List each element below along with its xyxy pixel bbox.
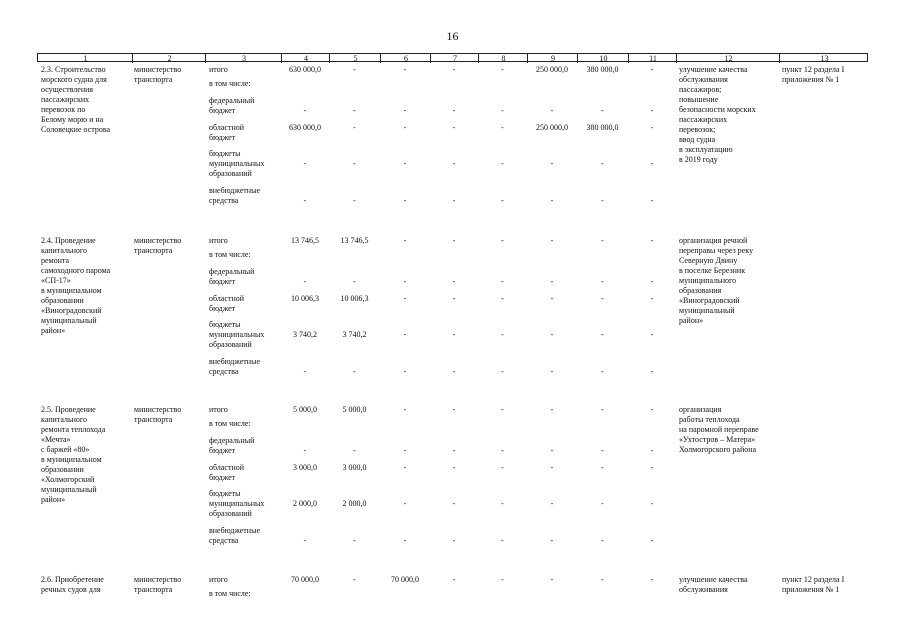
funding-source-label: в том числе:: [209, 419, 251, 428]
header-divider: [577, 54, 578, 63]
executor: министерство транспорта: [134, 236, 182, 255]
funding-source-label: федеральный бюджет: [209, 96, 255, 115]
funding-value: -: [650, 536, 654, 545]
header-cell: 8: [501, 54, 506, 63]
funding-value: -: [303, 367, 307, 376]
funding-value: -: [501, 65, 504, 74]
funding-value: -: [403, 196, 407, 205]
funding-source-label: в том числе:: [209, 250, 251, 259]
funding-value: -: [452, 294, 456, 303]
funding-value: -: [550, 536, 554, 545]
funding-value: -: [601, 536, 604, 545]
header-cell: 1: [83, 54, 88, 63]
page-number: 16: [446, 29, 459, 43]
funding-value: -: [501, 575, 504, 584]
executor: министерство транспорта: [134, 65, 182, 84]
funding-value: -: [650, 236, 654, 245]
expected-result: улучшение качества обслуживания пассажиров; повышение безопасности морских пассажирских перевозок; ввод судна в эксплуатацию в 2019 году: [679, 65, 756, 164]
header-divider: [430, 54, 431, 63]
reference: пункт 12 раздела I приложения № 1: [782, 65, 845, 84]
header-divider: [132, 54, 133, 63]
header-cell: 6: [404, 54, 408, 63]
funding-value: -: [601, 499, 604, 508]
header-cell: 2: [167, 54, 172, 63]
funding-value: -: [601, 575, 604, 584]
funding-value: -: [601, 446, 604, 455]
funding-value: -: [501, 294, 504, 303]
header-cell: 9: [551, 54, 555, 63]
funding-value: -: [650, 463, 654, 472]
header-divider: [676, 54, 677, 63]
funding-value: -: [501, 446, 504, 455]
header-cell: 13: [820, 54, 829, 63]
funding-value: -: [550, 196, 554, 205]
funding-value: -: [353, 446, 356, 455]
measure-name: 2.5. Проведение капитального ремонта теплохода «Мечта» с баржей «80» в муниципальном образовании «Холмогорский муниципальный район»: [41, 405, 106, 504]
funding-value: -: [353, 277, 356, 286]
funding-source-label: в том числе:: [209, 79, 251, 88]
funding-value: -: [452, 236, 456, 245]
funding-value: -: [550, 367, 554, 376]
funding-value: 630 000,0: [289, 65, 321, 74]
funding-value: -: [650, 106, 654, 115]
funding-source-label: итого: [209, 575, 228, 584]
funding-value: -: [403, 277, 407, 286]
expected-result: улучшение качества обслуживания: [679, 575, 748, 594]
funding-value: 5 000,0: [293, 405, 317, 414]
funding-value: 250 000,0: [536, 65, 568, 74]
funding-value: -: [650, 277, 654, 286]
funding-value: -: [501, 463, 504, 472]
program-table: [37, 53, 868, 640]
funding-value: 10 006,3: [291, 294, 319, 303]
funding-value: -: [403, 367, 407, 376]
funding-value: -: [550, 236, 554, 245]
funding-value: -: [601, 463, 604, 472]
funding-value: 3 740,2: [342, 330, 367, 339]
header-cell: 3: [242, 54, 246, 63]
funding-value: -: [601, 196, 604, 205]
funding-value: -: [452, 65, 456, 74]
funding-source-label: внебюджетные средства: [209, 357, 260, 376]
funding-value: -: [650, 330, 654, 339]
funding-value: -: [353, 106, 356, 115]
funding-value: 380 000,0: [586, 123, 619, 132]
funding-value: -: [550, 575, 554, 584]
funding-value: -: [303, 536, 307, 545]
funding-value: -: [353, 65, 356, 74]
expected-result: организация речной переправы через реку Северную Двину в поселке Березник муниципального образования «Виноградовский муниципальный район»: [679, 236, 754, 325]
funding-source-label: бюджеты муниципальных образований: [209, 320, 265, 349]
funding-value: -: [353, 575, 356, 584]
header-divider: [380, 54, 381, 63]
executor: министерство транспорта: [134, 575, 182, 594]
funding-value: -: [403, 463, 407, 472]
funding-value: 3 740,2: [293, 330, 317, 339]
funding-value: -: [550, 106, 554, 115]
funding-value: -: [452, 405, 456, 414]
funding-value: -: [452, 277, 456, 286]
funding-value: -: [452, 367, 456, 376]
header-cell: 5: [353, 54, 358, 63]
funding-value: 13 746,5: [291, 236, 319, 245]
funding-value: -: [403, 159, 407, 168]
funding-source-label: в том числе:: [209, 589, 251, 598]
funding-value: 2 000,0: [293, 499, 317, 508]
funding-value: -: [601, 159, 604, 168]
funding-value: -: [403, 294, 407, 303]
funding-value: -: [501, 499, 504, 508]
funding-source-label: областной бюджет: [209, 463, 245, 482]
funding-value: -: [601, 294, 604, 303]
header-cell: 12: [724, 54, 733, 63]
funding-value: -: [550, 294, 554, 303]
funding-value: -: [403, 123, 407, 132]
funding-value: 250 000,0: [536, 123, 568, 132]
funding-value: -: [550, 446, 554, 455]
funding-source-label: федеральный бюджет: [209, 267, 255, 286]
funding-value: -: [601, 106, 604, 115]
header-divider: [478, 54, 479, 63]
funding-value: -: [452, 463, 456, 472]
funding-source-label: итого: [209, 405, 228, 414]
funding-source-label: итого: [209, 236, 228, 245]
funding-value: -: [650, 123, 654, 132]
funding-value: -: [650, 575, 654, 584]
funding-value: -: [452, 330, 456, 339]
funding-value: -: [403, 106, 407, 115]
funding-value: -: [303, 106, 307, 115]
funding-value: -: [353, 536, 356, 545]
funding-value: -: [601, 236, 604, 245]
funding-source-label: федеральный бюджет: [209, 436, 255, 455]
funding-value: -: [501, 277, 504, 286]
funding-value: -: [501, 536, 504, 545]
funding-value: -: [501, 405, 504, 414]
funding-value: -: [650, 446, 654, 455]
funding-value: -: [550, 499, 554, 508]
funding-value: 5 000,0: [342, 405, 367, 414]
reference: пункт 12 раздела I приложения № 1: [782, 575, 845, 594]
funding-value: -: [452, 123, 456, 132]
funding-value: -: [452, 499, 456, 508]
header-divider: [281, 54, 282, 63]
funding-value: 10 006,3: [340, 294, 369, 303]
table-header-row: [37, 53, 868, 62]
header-cell: 11: [649, 54, 657, 63]
funding-value: -: [353, 367, 356, 376]
funding-value: -: [650, 405, 654, 414]
funding-value: -: [403, 446, 407, 455]
funding-value: -: [601, 367, 604, 376]
funding-value: -: [452, 575, 456, 584]
funding-value: -: [650, 499, 654, 508]
measure-name: 2.3. Строительство морского судна для осуществления пассажирских перевозок по Белому морю и на Соловецкие острова: [41, 65, 111, 134]
header-cell: 10: [599, 54, 608, 63]
funding-value: -: [650, 159, 654, 168]
funding-value: -: [501, 367, 504, 376]
funding-value: -: [501, 236, 504, 245]
funding-value: 13 746,5: [340, 236, 369, 245]
funding-value: -: [303, 159, 307, 168]
funding-value: -: [650, 294, 654, 303]
funding-value: -: [403, 536, 407, 545]
funding-value: 70 000,0: [391, 575, 419, 584]
funding-source-label: внебюджетные средства: [209, 526, 260, 545]
funding-value: 3 000,0: [342, 463, 367, 472]
funding-value: 630 000,0: [289, 123, 321, 132]
funding-value: -: [550, 463, 554, 472]
funding-value: -: [550, 405, 554, 414]
expected-result: организация работы теплохода на паромной переправе «Ухтостров – Матера» Холмогорского района: [679, 405, 759, 454]
funding-value: -: [353, 159, 356, 168]
funding-value: -: [353, 123, 356, 132]
header-divider: [779, 54, 780, 63]
funding-source-label: внебюджетные средства: [209, 186, 260, 205]
funding-value: -: [303, 196, 307, 205]
header-divider: [628, 54, 629, 63]
header-divider: [329, 54, 330, 63]
funding-value: -: [650, 65, 654, 74]
funding-value: -: [601, 277, 604, 286]
funding-value: 70 000,0: [291, 575, 319, 584]
funding-value: -: [650, 196, 654, 205]
funding-value: -: [550, 159, 554, 168]
funding-value: -: [601, 405, 604, 414]
executor: министерство транспорта: [134, 405, 182, 424]
funding-value: 3 000,0: [293, 463, 317, 472]
funding-source-label: итого: [209, 65, 228, 74]
funding-value: -: [501, 159, 504, 168]
header-cell: 4: [304, 54, 308, 63]
funding-value: -: [501, 330, 504, 339]
funding-value: 2 000,0: [342, 499, 367, 508]
measure-name: 2.6. Приобретение речных судов для: [41, 575, 104, 594]
funding-value: -: [403, 65, 407, 74]
funding-value: -: [303, 277, 307, 286]
funding-source-label: областной бюджет: [209, 123, 245, 142]
measure-name: 2.4. Проведение капитального ремонта самоходного парома «СП-17» в муниципальном образовании «Виноградовский муниципальный район»: [41, 236, 111, 335]
funding-value: -: [403, 405, 407, 414]
funding-value: -: [550, 330, 554, 339]
funding-value: -: [601, 330, 604, 339]
funding-value: -: [501, 123, 504, 132]
funding-value: -: [403, 236, 407, 245]
funding-value: -: [501, 106, 504, 115]
funding-value: -: [403, 330, 407, 339]
header-divider: [527, 54, 528, 63]
header-cell: 7: [453, 54, 457, 63]
funding-value: -: [650, 367, 654, 376]
funding-value: -: [452, 106, 456, 115]
funding-value: -: [403, 499, 407, 508]
funding-value: -: [303, 446, 307, 455]
funding-source-label: бюджеты муниципальных образований: [209, 489, 265, 518]
funding-value: -: [452, 536, 456, 545]
funding-value: -: [452, 159, 456, 168]
funding-value: -: [452, 196, 456, 205]
funding-value: -: [550, 277, 554, 286]
funding-source-label: областной бюджет: [209, 294, 245, 313]
funding-value: -: [501, 196, 504, 205]
funding-value: 380 000,0: [586, 65, 619, 74]
funding-value: -: [353, 196, 356, 205]
funding-source-label: бюджеты муниципальных образований: [209, 149, 265, 178]
funding-value: -: [452, 446, 456, 455]
header-divider: [205, 54, 206, 63]
